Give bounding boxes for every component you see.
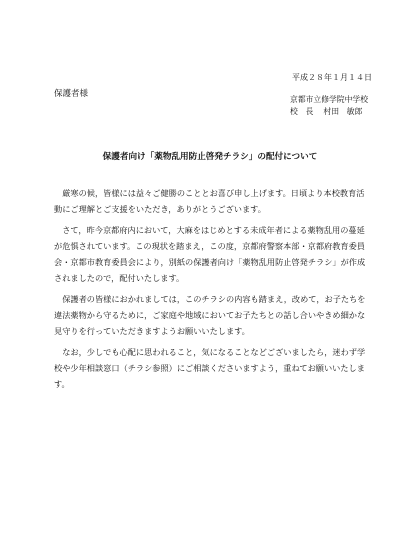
paragraph-greeting: 厳寒の候，皆様には益々ご健勝のこととお喜び申し上げます。日頃より本校教育活動にご理解とご支援をいただき，ありがとうございます。 xyxy=(54,188,365,215)
document-title: 保護者向け「薬物乱用防止啓発チラシ」の配付について xyxy=(102,152,318,162)
paragraph-request: 保護者の皆様におかれましては，このチラシの内容も踏まえ，改めて，お子たちを違法薬物から守るために，ご家庭や地域においてお子たちとの話し合いやきめ細かな見守りを行っていただきますようお願いいたします。 xyxy=(54,293,366,337)
principal-line xyxy=(290,106,368,118)
document-body xyxy=(54,185,372,393)
paragraph-background: さて，昨今京都府内において，大麻をはじめとする未成年者による薬物乱用の蔓延が危惧されています。この現状を踏まえ，この度，京都府警察本部・京都府教育委員会・京都市教育委員会により，別紙の保護者向け「薬物乱用防止啓発チラシ」が作成されましたので，配付いたします。 xyxy=(54,224,366,284)
sender-block xyxy=(290,94,368,118)
school-name: 京都市立修学院中学校 xyxy=(290,95,368,104)
document-date: 平成２８年１月１４日 xyxy=(292,73,372,82)
recipient-line: 保護者様 xyxy=(54,89,89,99)
principal-title: 校 長 xyxy=(290,107,314,116)
principal-name: 村田 敏郎 xyxy=(323,107,363,116)
paragraph-contact: なお，少しでも心配に思われること，気になることなどございましたら，迷わず学校や少年相談窓口（チラシ参照）にご相談くださいますよう，重ねてお願いいたします。 xyxy=(54,346,366,390)
